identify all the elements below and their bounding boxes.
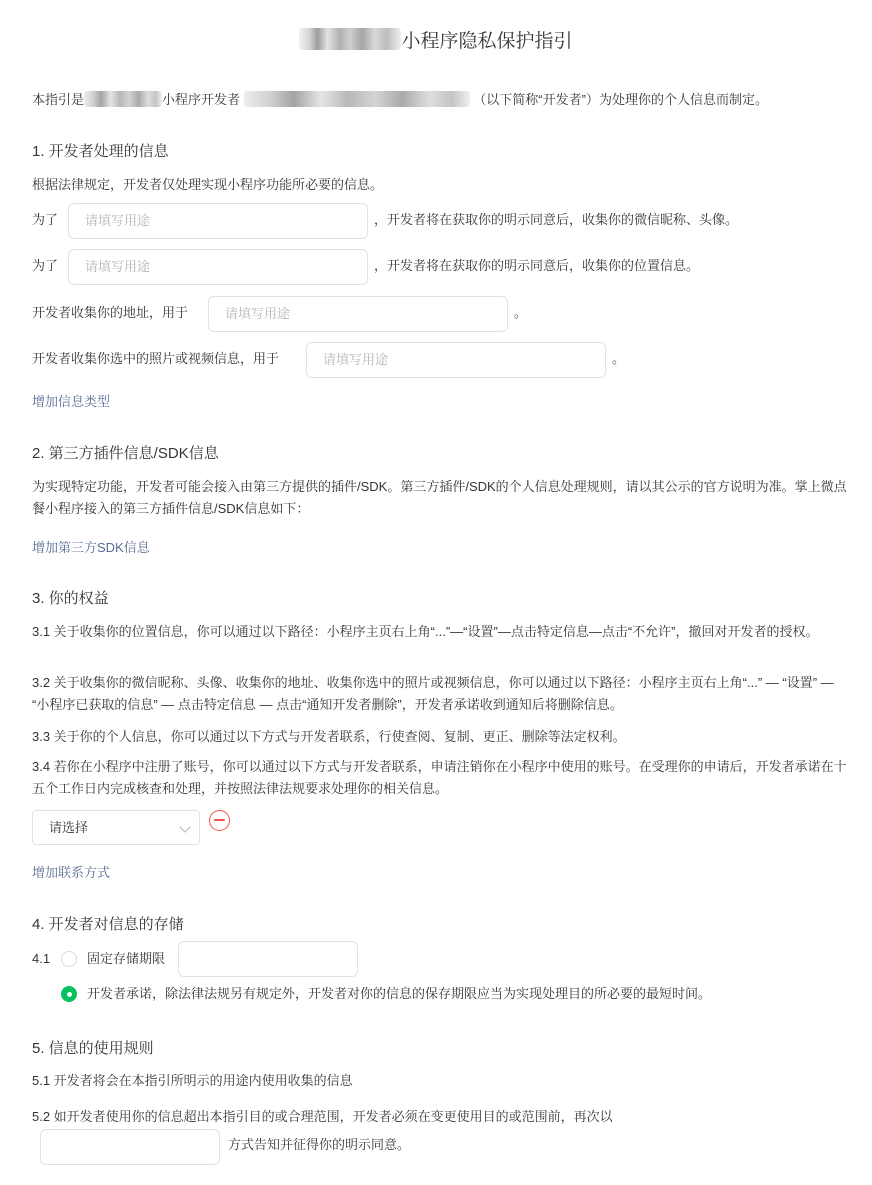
section-3-heading: 3. 你的权益: [32, 590, 109, 607]
minimum-period-label: 开发者承诺，除法律法规另有规定外，开发者对你的信息的保存期限应当为实现处理目的所必要的最短时间。: [87, 986, 712, 1001]
page-title: 小程序隐私保护指引: [0, 26, 872, 53]
rights-item-3-2: 3.2 关于收集你的微信昵称、头像、收集你的地址、收集你选中的照片或视频信息，你可以通过以下路径：小程序主页右上角“...” — “设置” — “小程序已获取的信息” — 点击特定信息 — 点击“通知开发者删除”，开发者承诺收到通知后将删除信息。: [32, 675, 834, 712]
fixed-period-radio[interactable]: [61, 951, 77, 967]
section-2-desc: 为实现特定功能，开发者可能会接入由第三方提供的插件/SDK。第三方插件/SDK的个人信息处理规则，请以其公示的官方说明为准。掌上微点餐小程序接入的第三方插件信息/SDK信息如下：: [32, 479, 847, 516]
section-4-heading: 4. 开发者对信息的存储: [32, 916, 184, 933]
purpose-input-nickname[interactable]: 请填写用途: [68, 203, 368, 239]
redacted-app-name: [299, 28, 401, 50]
intro-text: 本指引是 小程序开发者 （以下简称“开发者”）为处理你的个人信息而制定。: [32, 92, 768, 107]
row-1-suffix: ，开发者将在获取你的明示同意后，收集你的微信昵称、头像。: [374, 212, 739, 227]
row-3-suffix: 。: [514, 305, 528, 320]
usage-item-5-2-suffix: 方式告知并征得你的明示同意。: [228, 1137, 411, 1152]
row-2-suffix: ，开发者将在获取你的明示同意后，收集你的位置信息。: [374, 258, 700, 273]
storage-period-input[interactable]: [178, 941, 358, 977]
notice-method-input[interactable]: [40, 1129, 220, 1165]
usage-item-5-1: 5.1 开发者将会在本指引所明示的用途内使用收集的信息: [32, 1073, 353, 1088]
add-sdk-link[interactable]: 增加第三方SDK信息: [32, 540, 150, 555]
usage-item-5-2: 5.2 如开发者使用你的信息超出本指引目的或合理范围，开发者必须在变更使用目的或范围前，再次以: [32, 1109, 613, 1124]
section-5-heading: 5. 信息的使用规则: [32, 1040, 154, 1057]
row-1-prefix: 为了: [32, 212, 59, 227]
row-4-prefix: 开发者收集你选中的照片或视频信息，用于: [32, 351, 280, 366]
minimum-period-radio[interactable]: [61, 986, 77, 1002]
purpose-input-address[interactable]: 请填写用途: [208, 296, 508, 332]
rights-item-3-4: 3.4 若你在小程序中注册了账号，你可以通过以下方式与开发者联系，申请注销你在小程序中使用的账号。在受理你的申请后，开发者承诺在十五个工作日内完成核查和处理，并按照法律法规要求处理你的相关信息。: [32, 759, 847, 796]
purpose-input-photos[interactable]: 请填写用途: [306, 342, 606, 378]
section-2-heading: 2. 第三方插件信息/SDK信息: [32, 445, 219, 462]
chevron-down-icon: [179, 821, 190, 832]
contact-method-select[interactable]: 请选择: [32, 810, 200, 845]
add-info-type-link[interactable]: 增加信息类型: [32, 394, 111, 409]
row-2-prefix: 为了: [32, 258, 59, 273]
section-1-heading: 1. 开发者处理的信息: [32, 143, 169, 160]
storage-item-number: 4.1: [32, 951, 51, 966]
row-3-prefix: 开发者收集你的地址，用于: [32, 305, 189, 320]
redacted-app-name: [84, 91, 162, 107]
add-contact-link[interactable]: 增加联系方式: [32, 865, 111, 880]
rights-item-3-3: 3.3 关于你的个人信息，你可以通过以下方式与开发者联系，行使查阅、复制、更正、删除等法定权利。: [32, 729, 626, 744]
row-4-suffix: 。: [612, 351, 626, 366]
redacted-developer-name: [244, 91, 470, 107]
rights-item-3-1: 3.1 关于收集你的位置信息，你可以通过以下路径：小程序主页右上角“...”—“设置”—点击特定信息—点击“不允许”，撤回对开发者的授权。: [32, 624, 819, 639]
remove-contact-icon[interactable]: [209, 810, 230, 831]
purpose-input-location[interactable]: 请填写用途: [68, 249, 368, 285]
fixed-period-label: 固定存储期限: [87, 951, 166, 966]
section-1-desc: 根据法律规定，开发者仅处理实现小程序功能所必要的信息。: [32, 177, 384, 192]
